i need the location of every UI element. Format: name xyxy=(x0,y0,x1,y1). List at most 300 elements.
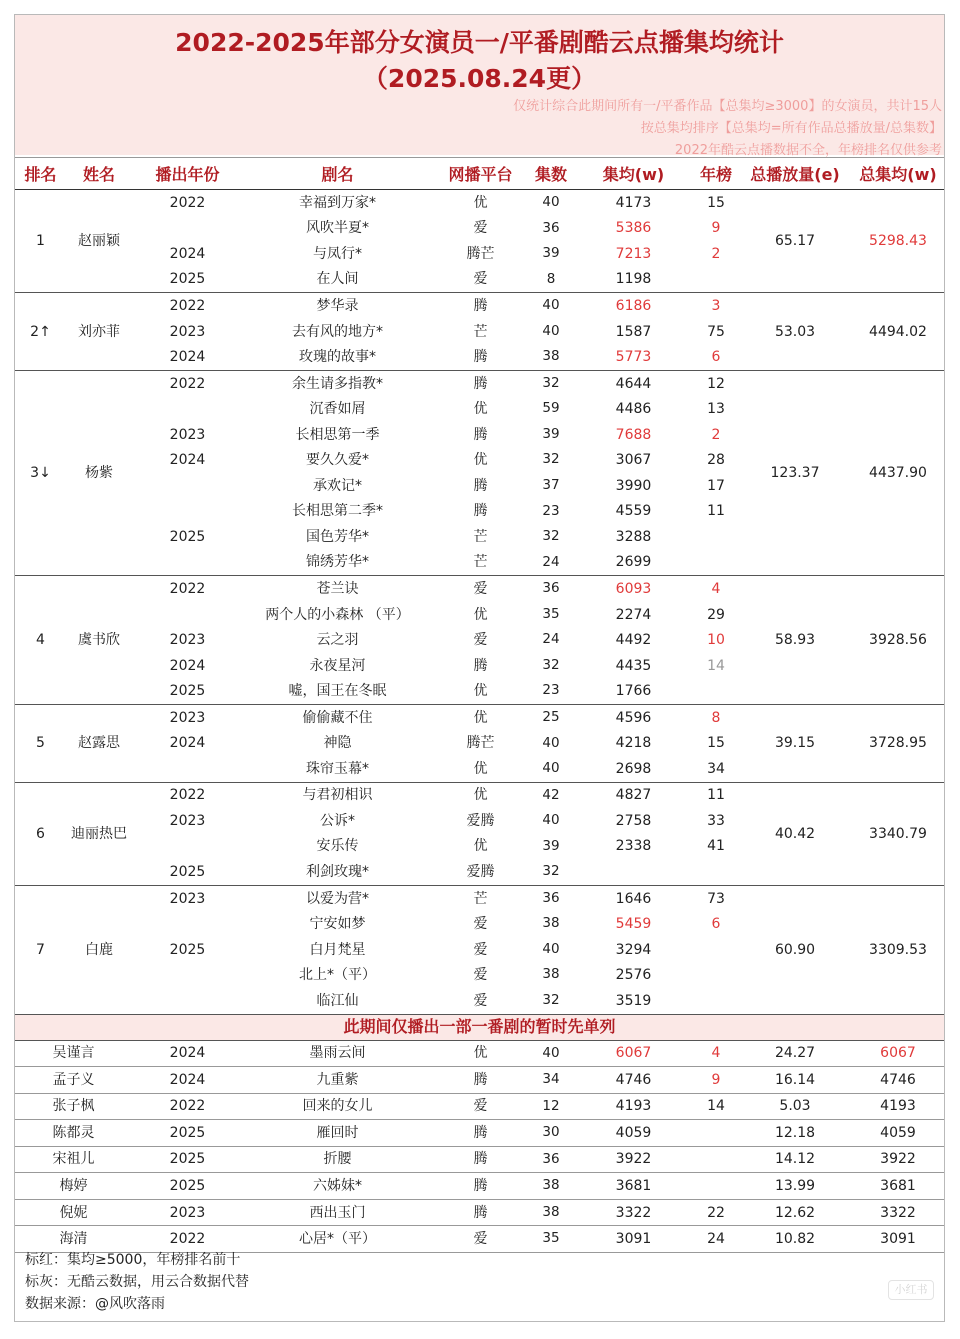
episode-average: 4827 xyxy=(573,782,694,808)
episode-count: 38 xyxy=(529,1199,573,1226)
yearly-chart-rank: 6 xyxy=(711,916,721,933)
episode-average: 2338 xyxy=(615,838,652,855)
platform: 腾 xyxy=(432,370,529,396)
rank-cell: 3↓ xyxy=(15,370,66,575)
drama-title: 沉香如屑 xyxy=(309,401,366,418)
stats-sheet xyxy=(14,14,945,1322)
table-row xyxy=(15,885,944,911)
actress-name: 张子枫 xyxy=(15,1093,132,1120)
yearly-chart-rank: 34 xyxy=(707,760,725,777)
footer-notes xyxy=(25,1249,249,1315)
total-plays: 58.93 xyxy=(738,576,852,705)
total-plays: 14.12 xyxy=(738,1146,852,1173)
episode-count: 32 xyxy=(542,528,560,545)
yearly-chart-rank xyxy=(694,1173,738,1200)
total-plays: 60.90 xyxy=(738,885,852,1014)
drama-title: 幸福到万家* xyxy=(243,190,432,216)
episode-count: 40 xyxy=(542,812,560,829)
episode-average: 4492 xyxy=(615,632,652,649)
title-line-2: （2025.08.24更） xyxy=(362,64,597,93)
platform: 优 xyxy=(473,838,488,855)
yearly-chart-rank: 11 xyxy=(694,782,738,808)
episode-average: 6067 xyxy=(573,1040,694,1067)
episode-count: 12 xyxy=(529,1093,573,1120)
platform: 芒 xyxy=(473,528,488,545)
actress-name: 迪丽热巴 xyxy=(66,782,132,885)
yearly-chart-rank: 41 xyxy=(707,838,725,855)
yearly-chart-rank xyxy=(694,937,738,963)
total-episode-average: 4437.90 xyxy=(852,370,944,575)
actress-name: 宋祖儿 xyxy=(15,1146,132,1173)
table-row xyxy=(15,293,944,319)
column-header: 排名 xyxy=(15,158,66,190)
yearly-chart-rank: 2 xyxy=(711,426,721,443)
watermark-logo: 小红书 xyxy=(888,1280,934,1300)
episode-average: 3091 xyxy=(573,1226,694,1253)
yearly-chart-rank: 10 xyxy=(707,632,725,649)
episode-average: 3519 xyxy=(615,992,652,1009)
total-plays: 65.17 xyxy=(738,190,852,293)
episode-average: 5386 xyxy=(615,220,652,237)
total-plays: 12.18 xyxy=(738,1120,852,1147)
single-section-row xyxy=(15,1014,944,1040)
actress-name: 吴谨言 xyxy=(15,1040,132,1067)
drama-title: 西出玉门 xyxy=(243,1199,432,1226)
drama-title: 珠帘玉幕* xyxy=(306,760,369,777)
platform: 爱腾 xyxy=(466,812,495,829)
air-year xyxy=(132,962,243,988)
drama-title: 长相思第二季* xyxy=(292,503,383,520)
drama-title: 余生请多指教* xyxy=(243,370,432,396)
episode-count: 35 xyxy=(542,605,560,622)
total-plays: 123.37 xyxy=(738,370,852,575)
episode-count: 39 xyxy=(542,837,560,854)
platform: 腾 xyxy=(473,349,488,366)
yearly-chart-rank: 22 xyxy=(694,1199,738,1226)
drama-title: 嘘，国王在冬眠 xyxy=(288,683,387,700)
total-episode-average: 4193 xyxy=(852,1093,944,1120)
air-year: 2022 xyxy=(132,1226,243,1253)
platform: 优 xyxy=(432,190,529,216)
yearly-chart-rank: 4 xyxy=(694,1040,738,1067)
header-banner xyxy=(15,15,944,158)
table-row xyxy=(15,1120,944,1147)
rank-cell: 5 xyxy=(15,704,66,782)
column-header: 剧名 xyxy=(243,158,432,190)
drama-title: 承欢记* xyxy=(313,477,362,494)
total-episode-average: 3091 xyxy=(852,1226,944,1253)
yearly-chart-rank: 15 xyxy=(707,735,725,752)
episode-count: 38 xyxy=(529,1173,573,1200)
table-header-row xyxy=(15,158,944,190)
episode-average: 3990 xyxy=(615,477,652,494)
yearly-chart-rank: 33 xyxy=(707,812,725,829)
air-year xyxy=(132,756,243,782)
drama-title: 神隐 xyxy=(323,735,352,752)
actress-name: 孟子义 xyxy=(15,1067,132,1094)
air-year: 2025 xyxy=(169,683,206,700)
total-episode-average: 3922 xyxy=(852,1146,944,1173)
episode-average: 2576 xyxy=(615,967,652,984)
air-year: 2025 xyxy=(169,271,206,288)
air-year: 2023 xyxy=(132,885,243,911)
yearly-chart-rank xyxy=(694,524,738,550)
platform: 腾 xyxy=(432,1067,529,1094)
episode-average: 4059 xyxy=(573,1120,694,1147)
episode-average: 2758 xyxy=(615,812,652,829)
platform: 腾芒 xyxy=(466,735,495,752)
air-year xyxy=(132,396,243,422)
legend-grey: 标灰：无酷云数据，用云合数据代替 xyxy=(25,1274,249,1290)
drama-title: 安乐传 xyxy=(316,838,359,855)
yearly-chart-rank: 15 xyxy=(694,190,738,216)
platform: 优 xyxy=(432,704,529,730)
platform: 爱 xyxy=(473,916,488,933)
yearly-chart-rank: 12 xyxy=(694,370,738,396)
air-year xyxy=(132,473,243,499)
platform: 爱 xyxy=(473,220,488,237)
air-year: 2023 xyxy=(169,323,206,340)
drama-title: 与君初相识 xyxy=(243,782,432,808)
episode-count: 35 xyxy=(529,1226,573,1253)
drama-title: 利剑玫瑰* xyxy=(306,863,369,880)
episode-count: 32 xyxy=(542,656,560,673)
rank-cell: 4 xyxy=(15,576,66,705)
yearly-chart-rank: 24 xyxy=(694,1226,738,1253)
episode-count: 23 xyxy=(542,502,560,519)
episode-average: 4644 xyxy=(573,370,694,396)
episode-average: 6186 xyxy=(573,293,694,319)
drama-title: 梦华录 xyxy=(243,293,432,319)
note-sorting: 按总集均排序【总集均=所有作品总播放量/总集数】 xyxy=(640,121,942,136)
column-header: 总播放量(e) xyxy=(738,158,852,190)
episode-count: 42 xyxy=(529,782,573,808)
episode-count: 40 xyxy=(542,940,560,957)
drama-title: 偷偷藏不住 xyxy=(243,704,432,730)
air-year: 2024 xyxy=(132,1040,243,1067)
drama-title: 与凤行* xyxy=(313,245,362,262)
actress-name: 赵露思 xyxy=(66,704,132,782)
platform: 爱 xyxy=(473,967,488,984)
yearly-chart-rank xyxy=(694,1146,738,1173)
episode-average: 4486 xyxy=(615,401,652,418)
column-header: 姓名 xyxy=(66,158,132,190)
episode-count: 38 xyxy=(542,966,560,983)
air-year: 2022 xyxy=(132,782,243,808)
episode-count: 8 xyxy=(546,270,556,287)
episode-average: 4596 xyxy=(573,704,694,730)
yearly-chart-rank: 11 xyxy=(707,503,725,520)
air-year: 2022 xyxy=(132,370,243,396)
air-year: 2024 xyxy=(169,245,206,262)
total-plays: 5.03 xyxy=(738,1093,852,1120)
platform: 优 xyxy=(473,401,488,418)
total-episode-average: 6067 xyxy=(852,1040,944,1067)
total-episode-average: 3340.79 xyxy=(852,782,944,885)
air-year: 2025 xyxy=(132,1120,243,1147)
air-year: 2025 xyxy=(132,1146,243,1173)
episode-count: 30 xyxy=(529,1120,573,1147)
drama-title: 墨雨云间 xyxy=(243,1040,432,1067)
yearly-chart-rank xyxy=(694,859,738,885)
actress-name: 倪妮 xyxy=(15,1199,132,1226)
episode-count: 36 xyxy=(529,885,573,911)
drama-title: 回来的女儿 xyxy=(243,1093,432,1120)
actress-name: 海清 xyxy=(15,1226,132,1253)
title-line-1: 2022-2025年部分女演员一/平番剧酷云点播集均统计 xyxy=(175,28,784,57)
platform: 腾 xyxy=(473,503,488,520)
column-header: 集均(w) xyxy=(573,158,694,190)
episode-count: 39 xyxy=(542,425,560,442)
platform: 腾 xyxy=(432,1199,529,1226)
drama-title: 雁回时 xyxy=(243,1120,432,1147)
platform: 爱 xyxy=(432,1093,529,1120)
air-year: 2022 xyxy=(132,576,243,602)
episode-average: 2698 xyxy=(615,760,652,777)
total-plays: 16.14 xyxy=(738,1067,852,1094)
total-episode-average: 3322 xyxy=(852,1199,944,1226)
platform: 爱腾 xyxy=(466,863,495,880)
drama-title: 九重紫 xyxy=(243,1067,432,1094)
table-row xyxy=(15,1040,944,1067)
episode-count: 32 xyxy=(542,451,560,468)
air-year: 2023 xyxy=(132,704,243,730)
drama-title: 长相思第一季 xyxy=(295,426,380,443)
yearly-chart-rank: 14 xyxy=(707,657,725,674)
platform: 腾 xyxy=(473,657,488,674)
total-plays: 40.42 xyxy=(738,782,852,885)
total-episode-average: 4059 xyxy=(852,1120,944,1147)
episode-count: 24 xyxy=(542,631,560,648)
platform: 优 xyxy=(473,683,488,700)
total-episode-average: 3928.56 xyxy=(852,576,944,705)
total-episode-average: 4746 xyxy=(852,1067,944,1094)
air-year: 2025 xyxy=(169,941,206,958)
episode-count: 40 xyxy=(529,1040,573,1067)
episode-average: 3322 xyxy=(573,1199,694,1226)
episode-average: 7213 xyxy=(615,245,652,262)
yearly-chart-rank xyxy=(694,1120,738,1147)
drama-title: 玫瑰的故事* xyxy=(299,349,376,366)
episode-average: 3067 xyxy=(615,452,652,469)
yearly-chart-rank: 6 xyxy=(711,349,721,366)
platform: 腾 xyxy=(432,1146,529,1173)
episode-count: 40 xyxy=(542,760,560,777)
episode-count: 32 xyxy=(542,863,560,880)
rank-cell: 1 xyxy=(15,190,66,293)
column-header: 集数 xyxy=(529,158,573,190)
episode-average: 3288 xyxy=(615,528,652,545)
single-section-title: 此期间仅播出一部一番剧的暂时先单列 xyxy=(15,1014,944,1040)
episode-average: 1646 xyxy=(573,885,694,911)
air-year xyxy=(132,499,243,525)
episode-count: 36 xyxy=(529,576,573,602)
episode-average: 3681 xyxy=(573,1173,694,1200)
drama-title: 心居*（平） xyxy=(243,1226,432,1253)
data-source: 数据来源：@风吹落雨 xyxy=(25,1296,165,1312)
platform: 优 xyxy=(473,452,488,469)
drama-title: 白月梵星 xyxy=(309,941,366,958)
episode-count: 40 xyxy=(542,734,560,751)
actress-name: 虞书欣 xyxy=(66,576,132,705)
drama-title: 锦绣芳华* xyxy=(306,554,369,571)
table-row xyxy=(15,1173,944,1200)
legend-red: 标红：集均≥5000，年榜排名前十 xyxy=(25,1252,241,1268)
yearly-chart-rank: 28 xyxy=(707,452,725,469)
episode-average: 5773 xyxy=(615,349,652,366)
platform: 爱 xyxy=(473,992,488,1009)
yearly-chart-rank: 13 xyxy=(707,401,725,418)
episode-count: 37 xyxy=(542,477,560,494)
episode-count: 38 xyxy=(542,348,560,365)
actress-name: 赵丽颖 xyxy=(66,190,132,293)
yearly-chart-rank: 8 xyxy=(694,704,738,730)
drama-title: 公诉* xyxy=(320,812,355,829)
air-year: 2025 xyxy=(169,528,206,545)
total-plays: 10.82 xyxy=(738,1226,852,1253)
platform: 优 xyxy=(473,606,488,623)
yearly-chart-rank xyxy=(694,550,738,576)
episode-count: 23 xyxy=(542,682,560,699)
platform: 芒 xyxy=(473,323,488,340)
episode-average: 7688 xyxy=(615,426,652,443)
platform: 腾 xyxy=(473,477,488,494)
platform: 爱 xyxy=(473,271,488,288)
air-year: 2025 xyxy=(169,863,206,880)
table-body xyxy=(15,190,944,1253)
column-header: 年榜 xyxy=(694,158,738,190)
actress-name: 白鹿 xyxy=(66,885,132,1014)
table-row xyxy=(15,1199,944,1226)
episode-average: 2274 xyxy=(615,606,652,623)
drama-title: 在人间 xyxy=(316,271,359,288)
platform: 腾 xyxy=(432,293,529,319)
yearly-chart-rank xyxy=(694,988,738,1014)
episode-average: 5459 xyxy=(615,916,652,933)
table-row xyxy=(15,782,944,808)
actress-name: 刘亦菲 xyxy=(66,293,132,371)
table-row xyxy=(15,576,944,602)
drama-title: 两个人的小森林 （平） xyxy=(265,606,410,623)
episode-count: 34 xyxy=(529,1067,573,1094)
actress-name: 杨紫 xyxy=(66,370,132,575)
platform: 爱 xyxy=(432,576,529,602)
table-row xyxy=(15,1146,944,1173)
air-year: 2025 xyxy=(132,1173,243,1200)
yearly-chart-rank: 9 xyxy=(711,220,721,237)
yearly-chart-rank: 4 xyxy=(694,576,738,602)
total-episode-average: 3728.95 xyxy=(852,704,944,782)
platform: 爱 xyxy=(473,941,488,958)
total-plays: 24.27 xyxy=(738,1040,852,1067)
yearly-chart-rank: 14 xyxy=(694,1093,738,1120)
episode-count: 32 xyxy=(542,991,560,1008)
total-episode-average: 3681 xyxy=(852,1173,944,1200)
episode-count: 38 xyxy=(542,915,560,932)
yearly-chart-rank: 75 xyxy=(707,323,725,340)
air-year: 2022 xyxy=(132,293,243,319)
platform: 腾 xyxy=(473,426,488,443)
air-year xyxy=(132,216,243,242)
episode-average: 4193 xyxy=(573,1093,694,1120)
episode-average: 1198 xyxy=(615,271,652,288)
air-year xyxy=(132,550,243,576)
column-header: 网播平台 xyxy=(432,158,529,190)
drama-title: 北上*（平） xyxy=(299,967,376,984)
platform: 腾 xyxy=(432,1120,529,1147)
note-disclaimer: 2022年酷云点播数据不全，年榜排名仅供参考 xyxy=(674,143,942,158)
platform: 优 xyxy=(432,1040,529,1067)
air-year: 2022 xyxy=(132,190,243,216)
drama-title: 临江仙 xyxy=(316,992,359,1009)
drama-title: 云之羽 xyxy=(316,632,359,649)
rank-cell: 2↑ xyxy=(15,293,66,371)
platform: 爱 xyxy=(473,632,488,649)
drama-title: 去有风的地方* xyxy=(292,323,383,340)
episode-count: 39 xyxy=(542,245,560,262)
actress-name: 梅婷 xyxy=(15,1173,132,1200)
drama-title: 以爱为营* xyxy=(243,885,432,911)
air-year: 2024 xyxy=(169,349,206,366)
episode-count: 32 xyxy=(529,370,573,396)
drama-title: 宁安如梦 xyxy=(309,916,366,933)
air-year xyxy=(132,602,243,628)
episode-average: 6093 xyxy=(573,576,694,602)
table-row xyxy=(15,190,944,216)
yearly-chart-rank xyxy=(694,962,738,988)
episode-average: 4218 xyxy=(615,735,652,752)
rank-cell: 6 xyxy=(15,782,66,885)
air-year xyxy=(132,834,243,860)
platform: 优 xyxy=(473,760,488,777)
table-row xyxy=(15,1067,944,1094)
drama-title: 风吹半夏* xyxy=(306,220,369,237)
platform: 爱 xyxy=(432,1226,529,1253)
total-plays: 12.62 xyxy=(738,1199,852,1226)
column-header: 总集均(w) xyxy=(852,158,944,190)
episode-count: 36 xyxy=(529,1146,573,1173)
air-year: 2022 xyxy=(132,1093,243,1120)
actress-name: 陈都灵 xyxy=(15,1120,132,1147)
column-header: 播出年份 xyxy=(132,158,243,190)
air-year xyxy=(132,911,243,937)
yearly-chart-rank: 3 xyxy=(694,293,738,319)
table-row xyxy=(15,370,944,396)
episode-average: 4559 xyxy=(615,503,652,520)
yearly-chart-rank: 73 xyxy=(694,885,738,911)
total-episode-average: 5298.43 xyxy=(852,190,944,293)
episode-average: 1587 xyxy=(615,323,652,340)
yearly-chart-rank: 2 xyxy=(711,245,721,262)
yearly-chart-rank xyxy=(694,678,738,704)
platform: 芒 xyxy=(473,554,488,571)
episode-average: 1766 xyxy=(615,683,652,700)
table-row xyxy=(15,704,944,730)
drama-title: 要久久爱* xyxy=(306,452,369,469)
episode-count: 24 xyxy=(542,553,560,570)
air-year: 2024 xyxy=(132,1067,243,1094)
episode-count: 40 xyxy=(529,293,573,319)
air-year: 2024 xyxy=(169,452,206,469)
yearly-chart-rank: 9 xyxy=(694,1067,738,1094)
episode-average: 4173 xyxy=(573,190,694,216)
yearly-chart-rank: 17 xyxy=(707,477,725,494)
drama-title: 国色芳华* xyxy=(306,528,369,545)
stats-table xyxy=(15,157,944,1253)
platform: 芒 xyxy=(432,885,529,911)
yearly-chart-rank: 29 xyxy=(707,606,725,623)
air-year: 2023 xyxy=(132,1199,243,1226)
